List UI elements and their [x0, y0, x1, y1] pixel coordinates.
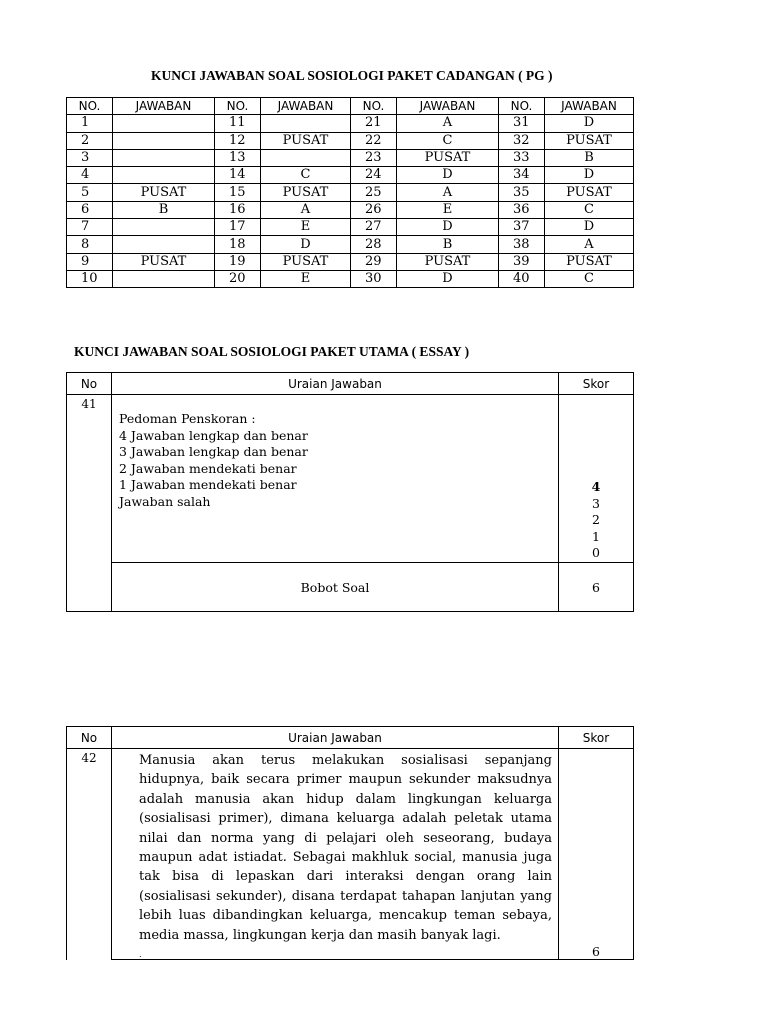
answer-key: A [397, 184, 499, 201]
question-number: 39 [499, 253, 545, 270]
pg-row [67, 184, 634, 201]
answer-key: D [545, 219, 634, 236]
question-number: 20 [215, 270, 261, 287]
question-number: 11 [215, 115, 261, 132]
answer-paragraph: Manusia akan terus melakukan sosialisasi sepanjang hidupnya, baik secara primer maupun sekunder maksudnya adalah manusia akan hidup dalam lingkungan keluarga (sosialisasi primer), dimana keluarga adalah peletak utama nilai dan norma yang di pelajari oleh seseorang, budaya maupun adat istiadat. Sebagai makhluk social, manusia juga tak bisa di lepaskan dari interaksi dengan orang lain (sosialisasi sekunder), disana terdapat tahapan lanjutan yang lebih luas dibandingkan keluarga, mencakup teman sebaya, media massa, lingkungan kerja dan masih banyak lagi. [139, 753, 552, 943]
question-number: 28 [351, 236, 397, 253]
pg-row [67, 132, 634, 149]
answer-key: B [545, 149, 634, 166]
pg-row [67, 219, 634, 236]
pg-row [67, 167, 634, 184]
pg-row [67, 253, 634, 270]
header-jawaban: JAWABAN [545, 98, 634, 115]
essay-table-q42 [66, 726, 634, 960]
question-number: 38 [499, 236, 545, 253]
answer-key: C [545, 270, 634, 287]
score-value: 0 [592, 545, 600, 561]
question-number: 29 [351, 253, 397, 270]
question-number: 19 [215, 253, 261, 270]
question-number: 17 [215, 219, 261, 236]
answer-key [261, 115, 351, 132]
question-number: 35 [499, 184, 545, 201]
question-number: 36 [499, 201, 545, 218]
answer-key: D [397, 270, 499, 287]
question-number: 5 [67, 184, 113, 201]
question-number: 23 [351, 149, 397, 166]
question-number: 37 [499, 219, 545, 236]
question-number: 10 [67, 270, 113, 287]
question-number: 25 [351, 184, 397, 201]
answer-key: PUSAT [545, 253, 634, 270]
question-number: 33 [499, 149, 545, 166]
answer-key: D [545, 167, 634, 184]
scoring-guide-line: 1 Jawaban mendekati benar [119, 477, 297, 493]
answer-key [113, 167, 215, 184]
answer-key [113, 115, 215, 132]
weight-label: Bobot Soal [112, 563, 559, 612]
essay-row-42 [67, 749, 634, 960]
header-no: No [67, 727, 112, 749]
essay-header-row [67, 373, 634, 395]
question-number: 34 [499, 167, 545, 184]
question-number: 42 [67, 749, 112, 960]
answer-key: PUSAT [261, 132, 351, 149]
answer-key: C [261, 167, 351, 184]
score-list [559, 395, 634, 563]
answer-key [113, 236, 215, 253]
answer-key: C [545, 201, 634, 218]
question-number: 30 [351, 270, 397, 287]
header-no: NO. [499, 98, 545, 115]
header-no: NO. [67, 98, 113, 115]
answer-key: D [397, 167, 499, 184]
answer-key: D [261, 236, 351, 253]
scoring-guide-title: Pedoman Penskoran : [119, 411, 256, 426]
question-number: 41 [67, 395, 112, 612]
pg-section-title: KUNCI JAWABAN SOAL SOSIOLOGI PAKET CADANGAN ( PG ) [151, 68, 553, 83]
answer-key: A [545, 236, 634, 253]
question-number: 3 [67, 149, 113, 166]
answer-key: PUSAT [545, 184, 634, 201]
answer-key: PUSAT [397, 253, 499, 270]
question-number: 16 [215, 201, 261, 218]
header-jawaban: JAWABAN [113, 98, 215, 115]
pg-header-row [67, 98, 634, 115]
header-skor: Skor [559, 373, 634, 395]
pg-answer-table [66, 97, 634, 288]
answer-key [261, 149, 351, 166]
answer-key: B [397, 236, 499, 253]
trailing-dot: . [139, 950, 142, 960]
header-uraian-jawaban: Uraian Jawaban [112, 373, 559, 395]
scoring-guide [112, 395, 559, 563]
answer-key: B [113, 201, 215, 218]
scoring-guide-line: Jawaban salah [119, 493, 211, 509]
question-number: 26 [351, 201, 397, 218]
scoring-guide-line: 3 Jawaban lengkap dan benar [119, 444, 308, 460]
answer-key [113, 149, 215, 166]
question-number: 14 [215, 167, 261, 184]
answer-key: PUSAT [545, 132, 634, 149]
header-jawaban: JAWABAN [397, 98, 499, 115]
answer-key: PUSAT [261, 184, 351, 201]
question-number: 27 [351, 219, 397, 236]
answer-key: E [261, 219, 351, 236]
question-number: 1 [67, 115, 113, 132]
question-number: 6 [67, 201, 113, 218]
header-skor: Skor [559, 727, 634, 749]
header-uraian-jawaban: Uraian Jawaban [112, 727, 559, 749]
question-number: 7 [67, 219, 113, 236]
question-number: 31 [499, 115, 545, 132]
answer-text [112, 749, 559, 960]
question-number: 12 [215, 132, 261, 149]
question-number: 8 [67, 236, 113, 253]
question-number: 24 [351, 167, 397, 184]
score-value: 1 [592, 528, 600, 544]
essay-header-row [67, 727, 634, 749]
answer-key: C [397, 132, 499, 149]
score-value: 6 [559, 749, 634, 960]
header-no: No [67, 373, 112, 395]
question-number: 21 [351, 115, 397, 132]
answer-key [113, 219, 215, 236]
answer-key: A [261, 201, 351, 218]
question-number: 9 [67, 253, 113, 270]
scoring-guide-line: 2 Jawaban mendekati benar [119, 460, 297, 476]
question-number: 4 [67, 167, 113, 184]
answer-key: A [397, 115, 499, 132]
essay-row-41 [67, 395, 634, 563]
answer-key: PUSAT [261, 253, 351, 270]
weight-value: 6 [559, 563, 634, 612]
answer-key: D [545, 115, 634, 132]
question-number: 18 [215, 236, 261, 253]
score-value: 4 [591, 479, 601, 495]
answer-key: D [397, 219, 499, 236]
pg-row [67, 270, 634, 287]
scoring-guide-line: 4 Jawaban lengkap dan benar [119, 427, 308, 443]
question-number: 40 [499, 270, 545, 287]
question-number: 13 [215, 149, 261, 166]
pg-table-body [67, 115, 634, 288]
essay-table-q41 [66, 372, 634, 612]
header-no: NO. [351, 98, 397, 115]
pg-row [67, 115, 634, 132]
answer-key: PUSAT [397, 149, 499, 166]
pg-row [67, 201, 634, 218]
answer-key [113, 132, 215, 149]
pg-row [67, 149, 634, 166]
question-number: 15 [215, 184, 261, 201]
score-value: 3 [592, 495, 600, 511]
answer-key: E [261, 270, 351, 287]
pg-row [67, 236, 634, 253]
header-no: NO. [215, 98, 261, 115]
answer-key: PUSAT [113, 253, 215, 270]
score-value: 2 [592, 512, 600, 528]
answer-key: E [397, 201, 499, 218]
essay-section-title: KUNCI JAWABAN SOAL SOSIOLOGI PAKET UTAMA ( ESSAY ) [74, 344, 470, 359]
header-jawaban: JAWABAN [261, 98, 351, 115]
weight-row [67, 563, 634, 612]
question-number: 22 [351, 132, 397, 149]
question-number: 2 [67, 132, 113, 149]
question-number: 32 [499, 132, 545, 149]
answer-key [113, 270, 215, 287]
answer-key: PUSAT [113, 184, 215, 201]
